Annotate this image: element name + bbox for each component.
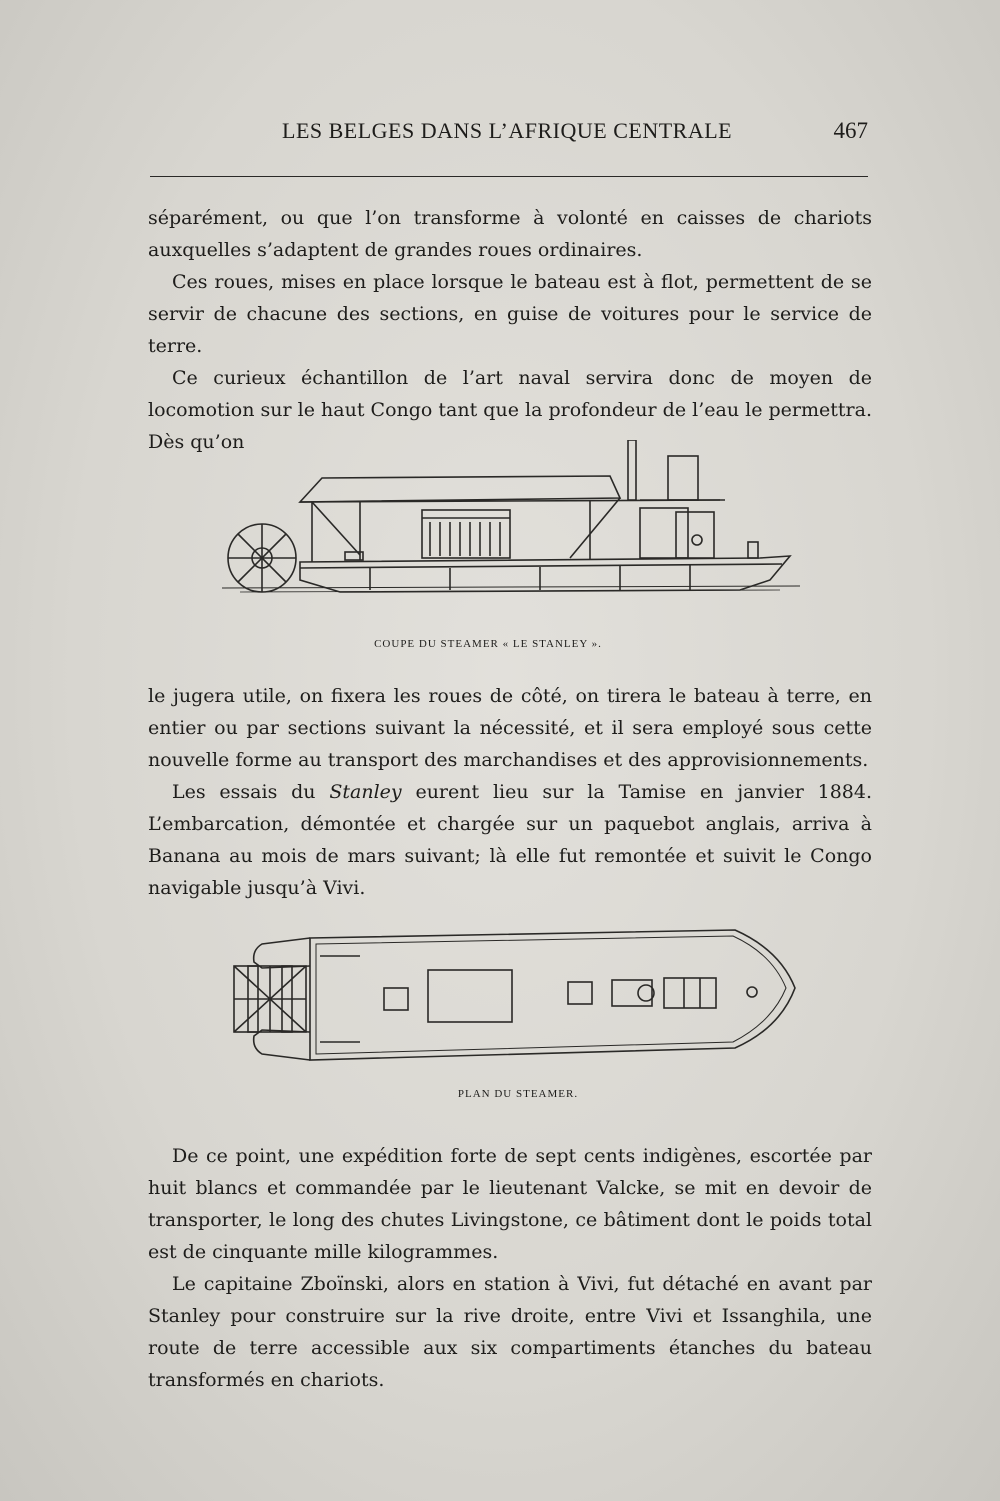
steamer-plan-illustration <box>0 920 1000 1074</box>
header-rule <box>150 176 868 177</box>
text-block-top <box>148 202 872 458</box>
paragraph: Le capitaine Zboïnski, alors en station à Vivi, fut détaché en avant par Stanley pour construire sur la rive droite, entre Vivi et Issanghila, une route de terre accessible aux six compartiments étanches du bateau transformés en chariots. <box>148 1273 872 1391</box>
page-number: 467 <box>833 118 868 143</box>
paragraph: De ce point, une expédition forte de sept cents indigènes, escortée par huit blancs et commandée par le lieutenant Valcke, se mit en devoir de transporter, le long des chutes Livingstone, ce bâtiment dont le poids total est de cinquante mille kilogrammes. <box>148 1145 872 1263</box>
paragraph-text: eurent lieu sur la Tamise en janvier 1884. L’embarcation, démontée et chargée sur un paquebot anglais, arriva à Banana au mois de mars suivant; là elle fut remontée et suivit le Congo navigable jusqu’à Vivi. <box>148 781 873 899</box>
ship-name-italic: Stanley <box>329 781 402 803</box>
paragraph-text: Les essais du <box>172 781 330 803</box>
paragraph: le jugera utile, on fixera les roues de côté, on tirera le bateau à terre, en entier ou par sections suivant la nécessité, et il sera employé sous cette nouvelle forme au transport des marchandises et des approvisionnements. <box>148 685 872 771</box>
text-block-middle <box>148 680 872 904</box>
steamer-section-illustration <box>0 440 1000 624</box>
steamer-top-view-drawing <box>0 920 1000 1070</box>
paragraph: Ce curieux échantillon de l’art naval servira donc de moyen de locomotion sur le haut Congo tant que la profondeur de l’eau le permettra. Dès qu’on <box>148 367 872 453</box>
figure-caption-plan: PLAN DU STEAMER. <box>457 1088 579 1100</box>
paragraph: séparément, ou que l’on transforme à volonté en caisses de chariots auxquelles s’adaptent de grandes roues ordinaires. <box>148 207 872 261</box>
text-block-bottom <box>148 1140 872 1396</box>
paragraph: Ces roues, mises en place lorsque le bateau est à flot, permettent de se servir de chacune des sections, en guise de voitures pour le service de terre. <box>148 271 872 357</box>
steamer-side-view-drawing <box>0 440 1000 620</box>
running-title: LES BELGES DANS L’AFRIQUE CENTRALE <box>282 118 733 143</box>
page-header <box>150 118 868 154</box>
figure-caption-section: COUPE DU STEAMER « LE STANLEY ». <box>374 638 602 650</box>
paragraph <box>148 776 872 904</box>
